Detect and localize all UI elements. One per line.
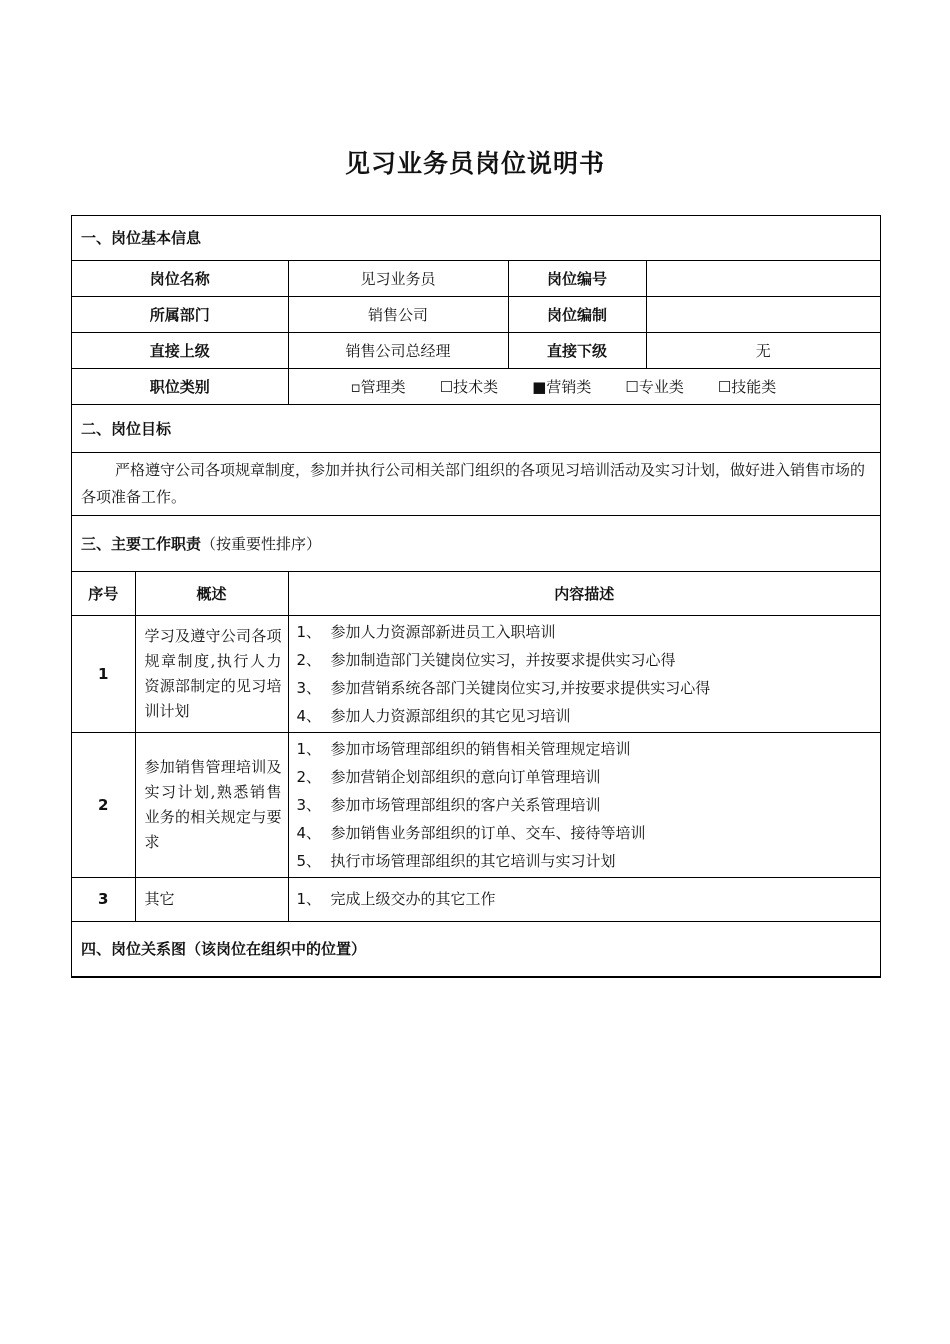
field-label: 岗位名称: [72, 260, 288, 296]
section-3-heading: 三、主要工作职责（按重要性排序）: [72, 515, 880, 571]
duty-items: [288, 615, 880, 732]
column-header-description: 内容描述: [288, 571, 880, 615]
duty-items: [288, 732, 880, 877]
duty-item: 1、 参加市场管理部组织的销售相关管理规定培训: [296, 739, 631, 758]
info-row: [72, 332, 880, 368]
field-value: 见习业务员: [288, 260, 508, 296]
field-label: 直接下级: [508, 332, 646, 368]
duty-item: 2、 参加制造部门关键岗位实习，并按要求提供实习心得: [296, 650, 676, 669]
field-label: 岗位编制: [508, 296, 646, 332]
category-row: [72, 368, 880, 404]
duties-header-row: [72, 571, 880, 615]
duty-item: 1、 参加人力资源部新进员工入职培训: [296, 622, 556, 641]
duty-item: 2、 参加营销企划部组织的意向订单管理培训: [296, 767, 601, 786]
duty-row: [72, 615, 880, 732]
job-description-table: [71, 215, 881, 978]
section-2-heading: 二、岗位目标: [72, 404, 880, 452]
duty-item: 4、 参加销售业务部组织的订单、交车、接待等培训: [296, 823, 646, 842]
field-value: [646, 260, 880, 296]
field-label: 所属部门: [72, 296, 288, 332]
column-header-summary: 概述: [135, 571, 288, 615]
category-option-management[interactable]: ▫管理类: [350, 377, 406, 396]
section-1-heading: 一、岗位基本信息: [72, 216, 880, 260]
duty-items: [288, 877, 880, 921]
info-row: [72, 296, 880, 332]
category-options: [288, 368, 880, 404]
field-value: 无: [646, 332, 880, 368]
duty-number: 2: [72, 732, 135, 877]
field-label: 直接上级: [72, 332, 288, 368]
duty-number: 3: [72, 877, 135, 921]
duty-item: 3、 参加营销系统各部门关键岗位实习,并按要求提供实习心得: [296, 678, 711, 697]
field-value: [646, 296, 880, 332]
column-header-no: 序号: [72, 571, 135, 615]
checkbox-icon: ☐: [625, 377, 639, 396]
duty-item: 1、 完成上级交办的其它工作: [296, 890, 496, 908]
duty-row: [72, 877, 880, 921]
checkbox-checked-icon: ■: [532, 377, 547, 396]
category-option-technical[interactable]: ☐技术类: [439, 377, 499, 396]
field-value: 销售公司总经理: [288, 332, 508, 368]
section-4-heading: 四、岗位关系图（该岗位在组织中的位置）: [72, 921, 880, 976]
field-value: 销售公司: [288, 296, 508, 332]
duty-summary: 其它: [135, 877, 288, 921]
duty-item: 4、 参加人力资源部组织的其它见习培训: [296, 706, 571, 725]
duty-item: 3、 参加市场管理部组织的客户关系管理培训: [296, 795, 601, 814]
duty-row: [72, 732, 880, 877]
duty-number: 1: [72, 615, 135, 732]
field-label: 岗位编号: [508, 260, 646, 296]
category-option-professional[interactable]: ☐专业类: [625, 377, 684, 396]
category-label: 职位类别: [72, 368, 288, 404]
duty-summary: 学习及遵守公司各项规章制度,执行人力资源部制定的见习培训计划: [135, 615, 288, 732]
duty-summary: 参加销售管理培训及实习计划,熟悉销售业务的相关规定与要求: [135, 732, 288, 877]
checkbox-icon: ☐: [439, 377, 454, 396]
page-title: 见习业务员岗位说明书: [344, 149, 605, 178]
info-row: [72, 260, 880, 296]
position-goal-text: 严格遵守公司各项规章制度，参加并执行公司相关部门组织的各项见习培训活动及实习计划，做好进入销售市场的各项准备工作。: [72, 452, 880, 515]
category-option-skill[interactable]: ☐技能类: [717, 377, 777, 396]
duty-item: 5、 执行市场管理部组织的其它培训与实习计划: [296, 851, 616, 870]
category-option-marketing[interactable]: ■营销类: [532, 377, 592, 396]
checkbox-icon: ☐: [717, 377, 732, 396]
checkbox-icon: ▫: [350, 377, 361, 396]
